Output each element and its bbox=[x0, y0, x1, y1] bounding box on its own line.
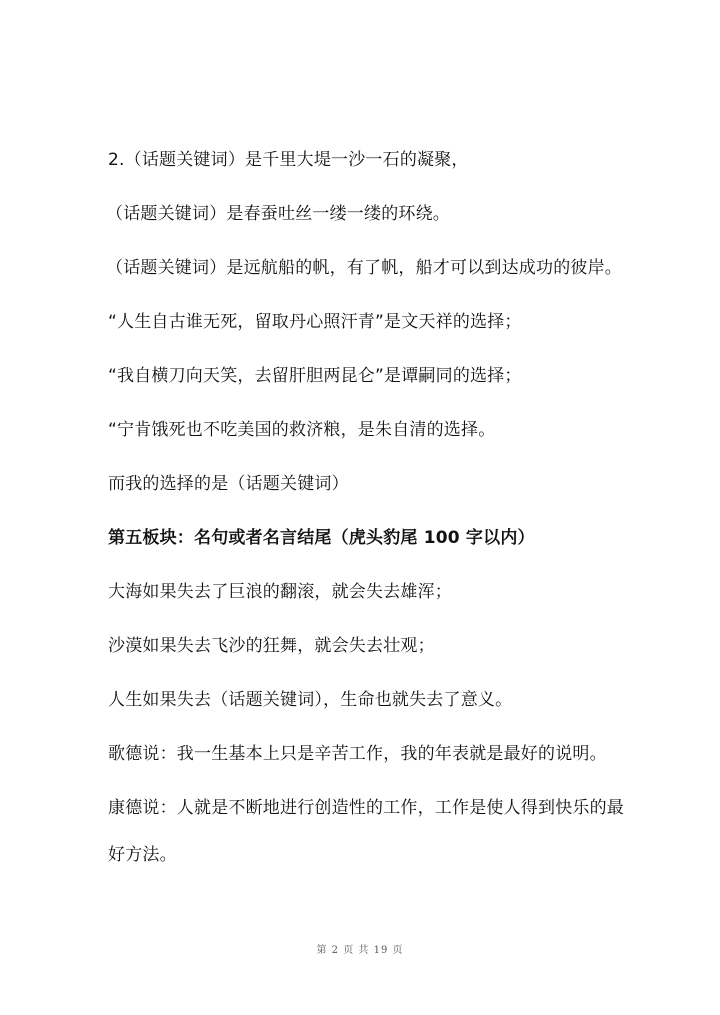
paragraph-line-12: 康德说：人就是不断地进行创造性的工作，工作是使人得到快乐的最 bbox=[108, 798, 624, 818]
paragraph-line-8: 大海如果失去了巨浪的翻滚，就会失去雄浑； bbox=[108, 582, 452, 602]
paragraph-line-3: （话题关键词）是远航船的帆，有了帆，船才可以到达成功的彼岸。 bbox=[106, 258, 622, 278]
paragraph-line-13: 好方法。 bbox=[108, 845, 177, 865]
paragraph-line-5: “我自横刀向天笑，去留肝胆两昆仑”是谭嗣同的选择； bbox=[108, 366, 522, 386]
paragraph-line-10: 人生如果失去（话题关键词），生命也就失去了意义。 bbox=[108, 690, 513, 710]
paragraph-line-4: “人生自古谁无死，留取丹心照汗青”是文天祥的选择； bbox=[108, 312, 522, 332]
paragraph-line-6: “宁肯饿死也不吃美国的救济粮，是朱自清的选择。 bbox=[108, 420, 496, 440]
paragraph-line-7: 而我的选择的是（话题关键词） bbox=[108, 474, 349, 494]
paragraph-line-11: 歌德说：我一生基本上只是辛苦工作，我的年表就是最好的说明。 bbox=[108, 744, 607, 764]
page-number-footer: 第 2 页 共 19 页 bbox=[316, 945, 404, 956]
paragraph-line-1: 2.（话题关键词）是千里大堤一沙一石的凝聚， bbox=[108, 150, 469, 170]
section-heading: 第五板块：名句或者名言结尾（虎头豹尾 100 字以内） bbox=[108, 528, 535, 548]
paragraph-line-2: （话题关键词）是春蚕吐丝一缕一缕的环绕。 bbox=[106, 204, 450, 224]
paragraph-line-9: 沙漠如果失去飞沙的狂舞，就会失去壮观； bbox=[108, 636, 435, 656]
